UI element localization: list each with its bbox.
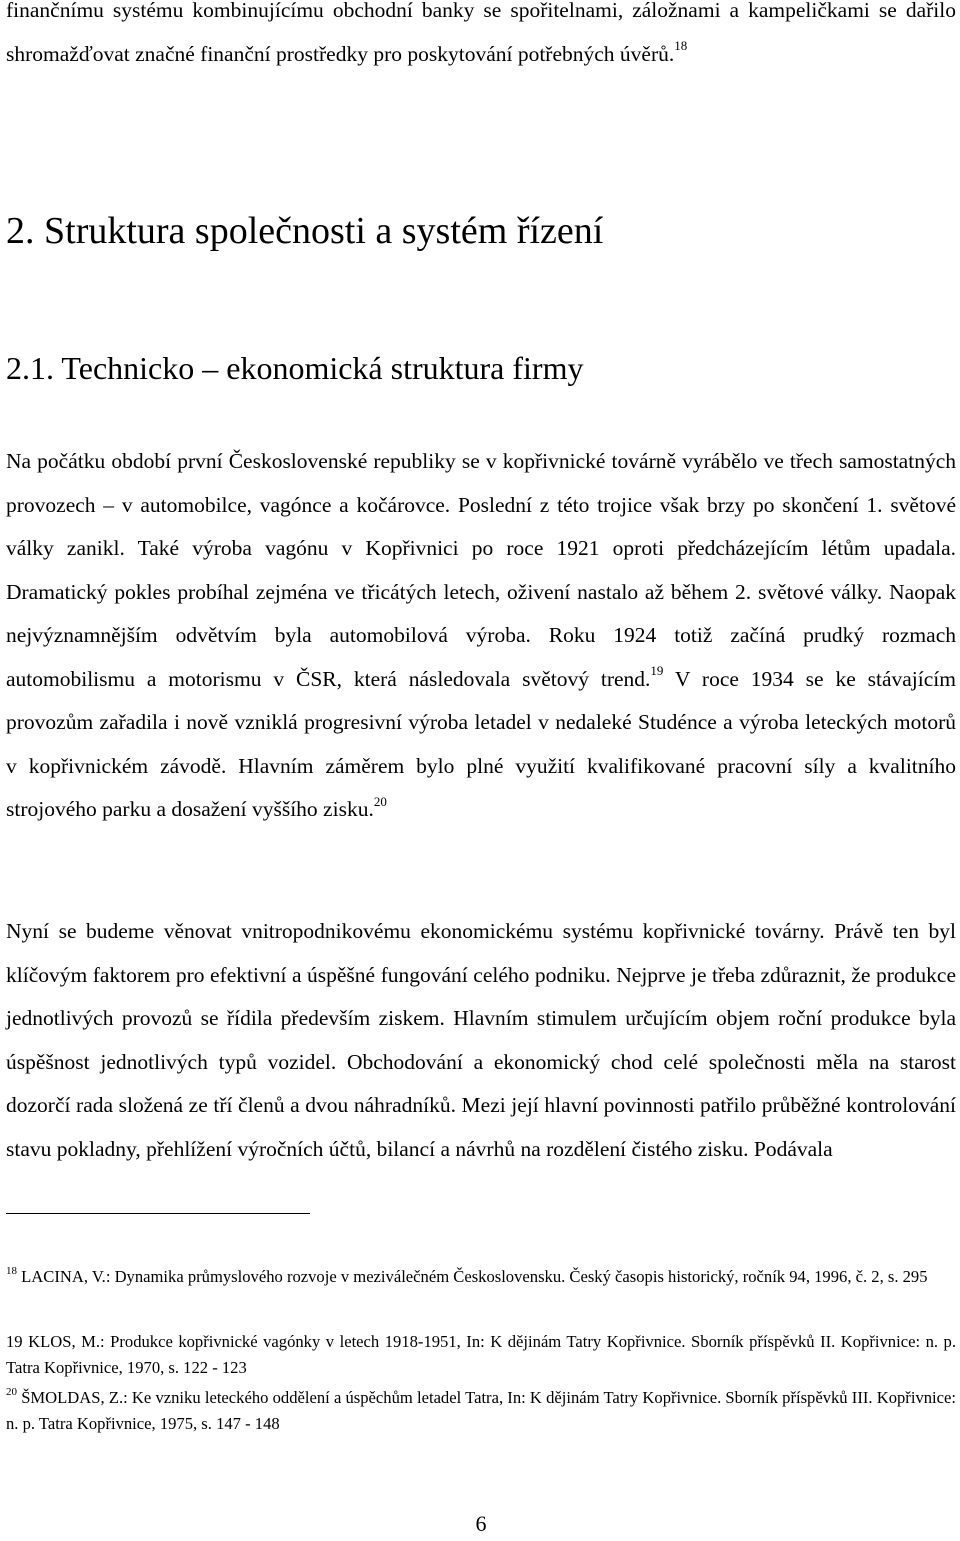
paragraph-technical-structure [6,440,956,832]
footnote-separator [6,1213,310,1214]
footnote-marker: 18 [6,1265,17,1278]
footnote-ref-20[interactable]: 20 [373,793,387,809]
paragraph-economic-system: Nyní se budeme věnovat vnitropodnikovému ekonomickému systému kopřivnické továrny. Právě ten byl klíčovým faktorem pro efektivní a úspěšné fungování celého podniku. Nejprve je třeba zdůraznit, že produkce jednotlivých provozů se řídila především ziskem. Hlavním stimulem určujícím objem roční produkce byla úspěšnost jednotlivých typů vozidel. Obchodování a ekonomický chod celé společnosti měla na starost dozorčí rada složená ze tří členů a dvou náhradníků. Mezi její hlavní povinnosti patřilo průběžné kontrolování stavu pokladny, přehlížení výročních účtů, bilancí a návrhů na rozdělení čistého zisku. Podávala [6,919,956,1161]
footnote-18 [6,1264,956,1290]
footnote-text: ŠMOLDAS, Z.: Ke vzniku leteckého oddělení a úspěchům letadel Tatra, In: K dějinám Tatry Kopřivnice. Sborník příspěvků III. Kopřivnice: n. p. Tatra Kopřivnice, 1975, s. 147 - 148 [6,1388,956,1433]
section-heading: 2.1. Technicko – ekonomická struktura firmy [6,350,584,386]
intro-paragraph [6,0,956,76]
footnote-20 [6,1385,956,1437]
paragraph1-part1: Na počátku období první Československé republiky se v kopřivnické továrně vyrábělo ve třech samostatných provozech – v automobilce, vagónce a kočárovce. Poslední z této trojice však brzy po skončení 1. světové války zanikl. Také výroba vagónu v Kopřivnici po roce 1921 oproti předcházejícím létům upadala. Dramatický pokles probíhal zejména ve třicátých letech, oživení nastalo až během 2. světové války. Naopak nejvýznamnějším odvětvím byla automobilová výroba. Roku 1924 totiž začíná prudký rozmach automobilismu a motorismu v ČSR, která následovala světový trend. [6,449,956,691]
footnote-text: LACINA, V.: Dynamika průmyslového rozvoje v meziválečném Československu. Český časopis historický, ročník 94, 1996, č. 2, s. 295 [17,1267,928,1286]
footnote-marker: 20 [6,1386,17,1399]
page-number: 6 [475,1511,487,1536]
intro-text: finančnímu systému kombinujícímu obchodní banky se spořitelnami, záložnami a kampeličkami se dařilo shromažďovat značné finanční prostředky pro poskytování potřebných úvěrů. [6,0,956,66]
footnote-text: 19 KLOS, M.: Produkce kopřivnické vagónky v letech 1918-1951, In: K dějinám Tatry Kopřivnice. Sborník příspěvků II. Kopřivnice: n. p. Tatra Kopřivnice, 1970, s. 122 - 123 [6,1332,956,1377]
footnote-19 [6,1329,956,1381]
footnote-ref-18[interactable]: 18 [674,38,688,54]
paragraph1-part2: V roce 1934 se ke stávajícím provozům zařadila i nově vzniklá progresivní výroba letadel v nedaleké Studénce a výroba leteckých motorů v kopřivnickém závodě. Hlavním záměrem bylo plné využití kvalifikované pracovní síly a kvalitního strojového parku a dosažení vyššího zisku. [6,666,956,821]
footnote-ref-19[interactable]: 19 [650,663,664,679]
chapter-heading: 2. Struktura společnosti a systém řízení [6,210,604,252]
